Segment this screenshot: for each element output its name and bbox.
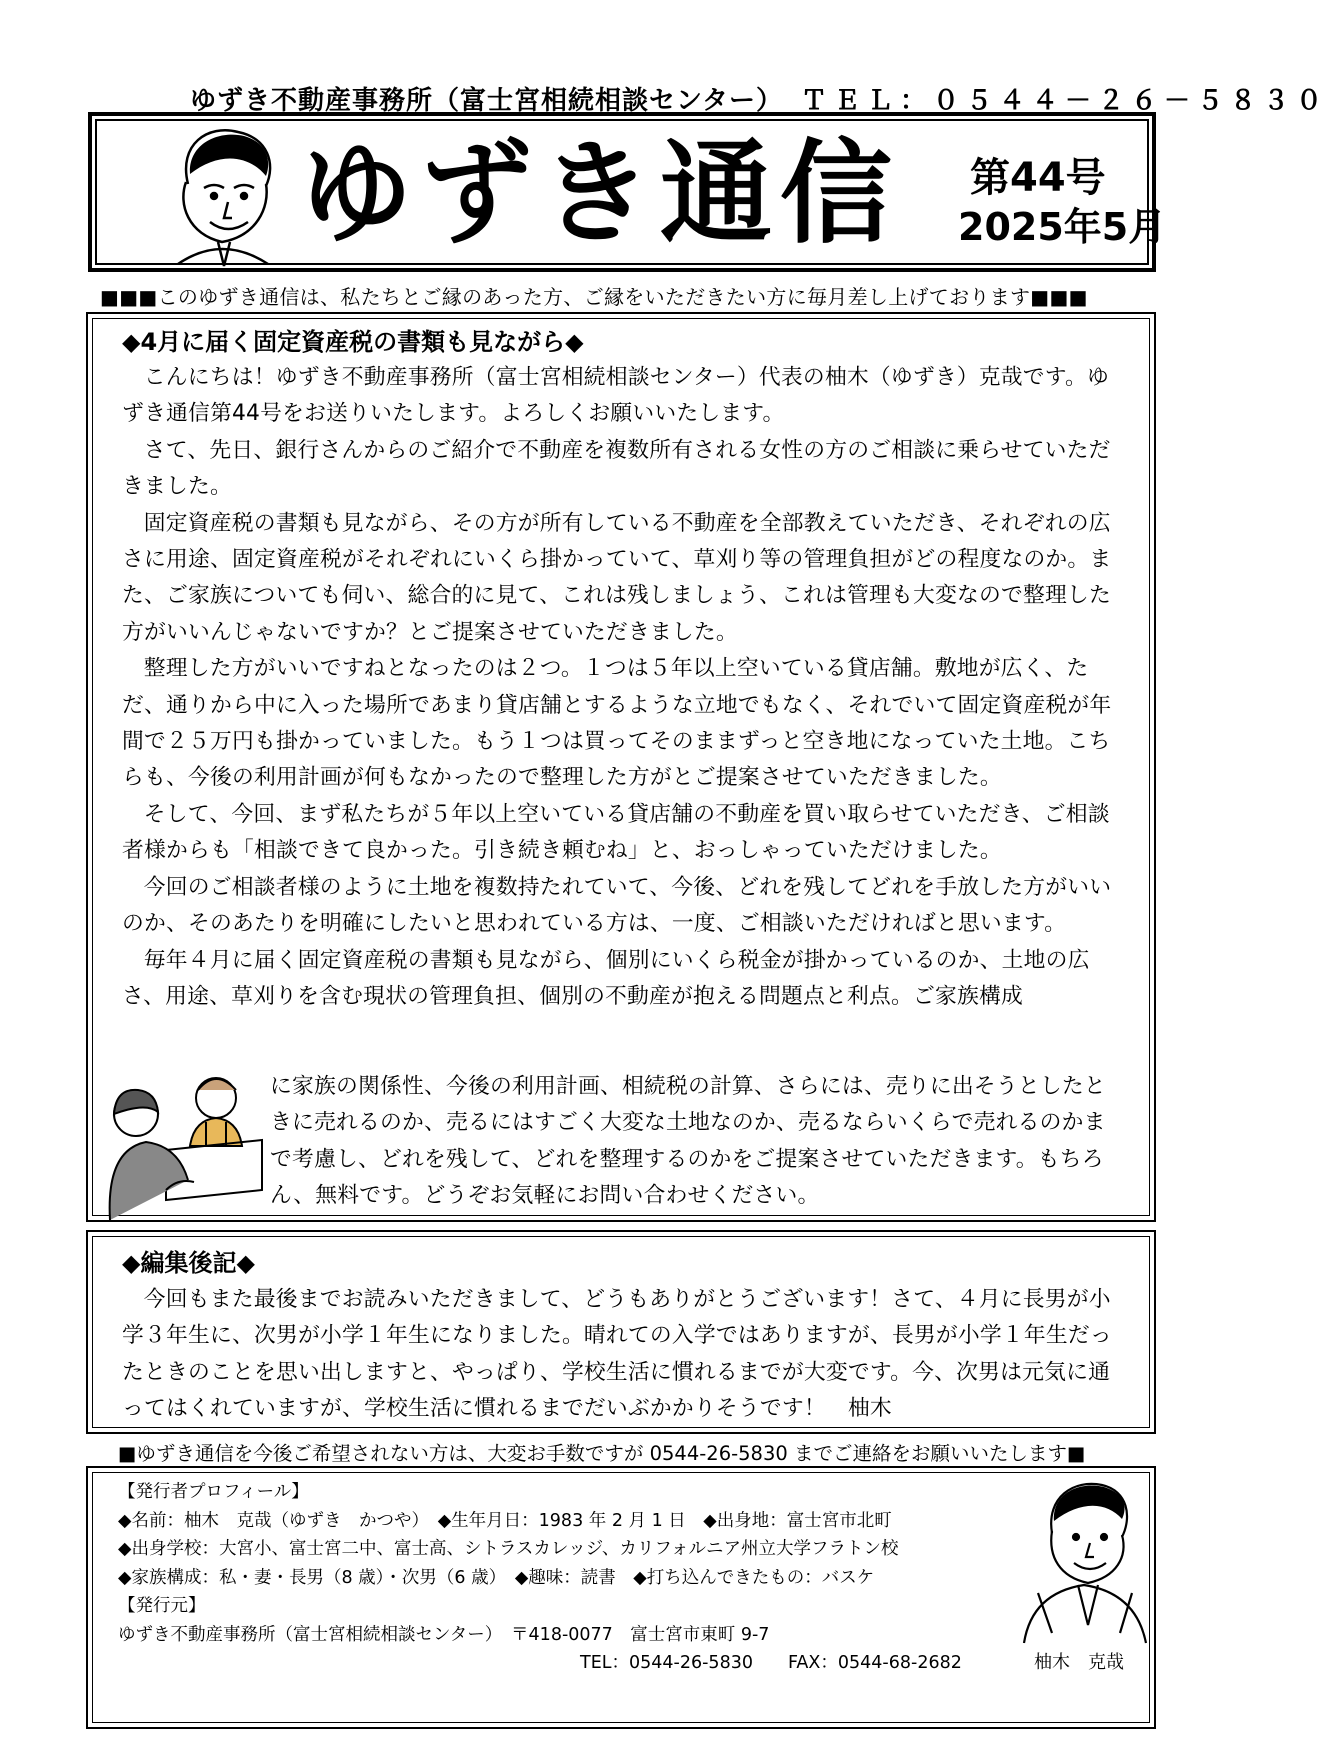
article-paragraph: 今回のご相談者様のように土地を複数持たれていて、今後、どれを残してどれを手放した方がいいのか、そのあたりを明確にしたいと思われている方は、一度、ご相談いただければと思います。 (122, 874, 1112, 937)
office-tel: ＴＥＬ：０５４４－２６－５８３０ (800, 86, 1329, 116)
office-name: ゆずき不動産事務所（富士宮相続相談センター） (190, 86, 783, 116)
publisher-heading: 【発行元】 (118, 1596, 206, 1616)
article-paragraph: そして、今回、まず私たちが５年以上空いている貸店舗の不動産を買い取らせていただき、ご相談者様からも「相談できて良かった。引き続き頼むね」と、おっしゃっていただけました。 (122, 801, 1110, 864)
article-paragraph: こんにちは！ゆずき不動産事務所（富士宮相続相談センター）代表の柚木（ゆずき）克哉です。ゆずき通信第44号をお送りいたします。よろしくお願いいたします。 (122, 365, 1110, 427)
consultation-illustration (106, 1070, 270, 1226)
article-paragraph-tail: に家族の関係性、今後の利用計画、相続税の計算、さらには、売りに出そうとしたときに売れるのか、売るにはすごく大変な土地なのか、売るならいくらで売れるのかまで考慮し、どれを残して、どれを整理するのかをご提案させていただきます。もちろん、無料です。どうぞお気軽にお問い合わせください。 (270, 1074, 1106, 1209)
profile-line: ◆出身学校：大宮小、富士宮二中、富士高、シトラスカレッジ、カリフォルニア州立大学フラトン校 (118, 1539, 899, 1559)
profile-line: ◆家族構成：私・妻・長男（8 歳）・次男（6 歳） ◆趣味：読書 ◆打ち込んできたもの：バスケ (118, 1567, 875, 1588)
article-body (122, 360, 1112, 1015)
article-paragraph: 整理した方がいいですねとなったのは２つ。１つは５年以上空いている貸店舗。敷地が広く、ただ、通りから中に入った場所であまり貸店舗とするような立地でもなく、それでいて固定資産税が年間で２５万円も掛かっていました。もう１つは買ってそのままずっと空き地になっていた土地。こちらも、今後の利用計画が何もなかったので整理した方がとご提案させていただきました。 (122, 656, 1112, 791)
portrait-illustration (148, 124, 296, 270)
profile-signature: 柚木 克哉 (1034, 1652, 1124, 1673)
article-paragraph: さて、先日、銀行さんからのご紹介で不動産を複数所有される女性の方のご相談に乗らせていただきました。 (122, 437, 1111, 500)
newsletter-title: ゆずき通信 (300, 129, 900, 259)
profile-content (118, 1478, 1018, 1678)
publisher-address: ゆずき不動産事務所（富士宮相続相談センター） 〒418-0077 富士宮市東町 9-7 (118, 1624, 770, 1645)
afterword-text: 今回もまた最後までお読みいただきまして、どうもありがとうございます！さて、４月に長男が小学３年生に、次男が小学１年生になりました。晴れての入学ではありますが、長男が小学１年生だったときのことを思い出しますと、やっぱり、学校生活に慣れるまでが大変です。今、次男は元気に通ってはくれていますが、学校生活に慣れるまでだいぶかかりそうです！ 柚木 (122, 1287, 1112, 1422)
article-paragraph: 固定資産税の書類も見ながら、その方が所有している不動産を全部教えていただき、それぞれの広さに用途、固定資産税がそれぞれにいくら掛かっていて、草刈り等の管理負担がどの程度なのか。また、ご家族についても伺い、総合的に見て、これは残しましょう、これは管理も大変なので整理した方がいいんじゃないですか？とご提案させていただきました。 (122, 510, 1112, 645)
afterword-body (122, 1282, 1112, 1428)
issue-number: 第44号 (970, 155, 1106, 201)
header-contact-line (190, 80, 1329, 116)
tagline: ■■■このゆずき通信は、私たちとご縁のあった方、ご縁をいただきたい方に毎月差し上げております■■■ (100, 285, 1088, 309)
profile-line: ◆名前：柚木 克哉（ゆずき かつや） ◆生年月日：1983 年 2 月 1 日 ◆出身地：富士宮市北町 (118, 1510, 892, 1531)
article-body-wrapped (270, 1069, 1115, 1215)
afterword-heading: ◆編集後記◆ (122, 1249, 255, 1277)
publisher-contact: TEL：0544-26-5830 FAX：0544-68-2682 (580, 1653, 962, 1673)
profile-portrait-illustration (1018, 1473, 1152, 1645)
article-heading: ◆4月に届く固定資産税の書類も見ながら◆ (122, 328, 584, 356)
profile-heading: 【発行者プロフィール】 (118, 1482, 309, 1502)
unsubscribe-notice: ■ゆずき通信を今後ご希望されない方は、大変お手数ですが 0544-26-5830 までご連絡をお願いいたします■ (118, 1442, 1086, 1465)
article-paragraph: 毎年４月に届く固定資産税の書類も見ながら、個別にいくら税金が掛かっているのか、土地の広さ、用途、草刈りを含む現状の管理負担、個別の不動産が抱える問題点と利点。ご家族構成 (122, 947, 1090, 1009)
issue-date: 2025年5月 (958, 205, 1167, 249)
